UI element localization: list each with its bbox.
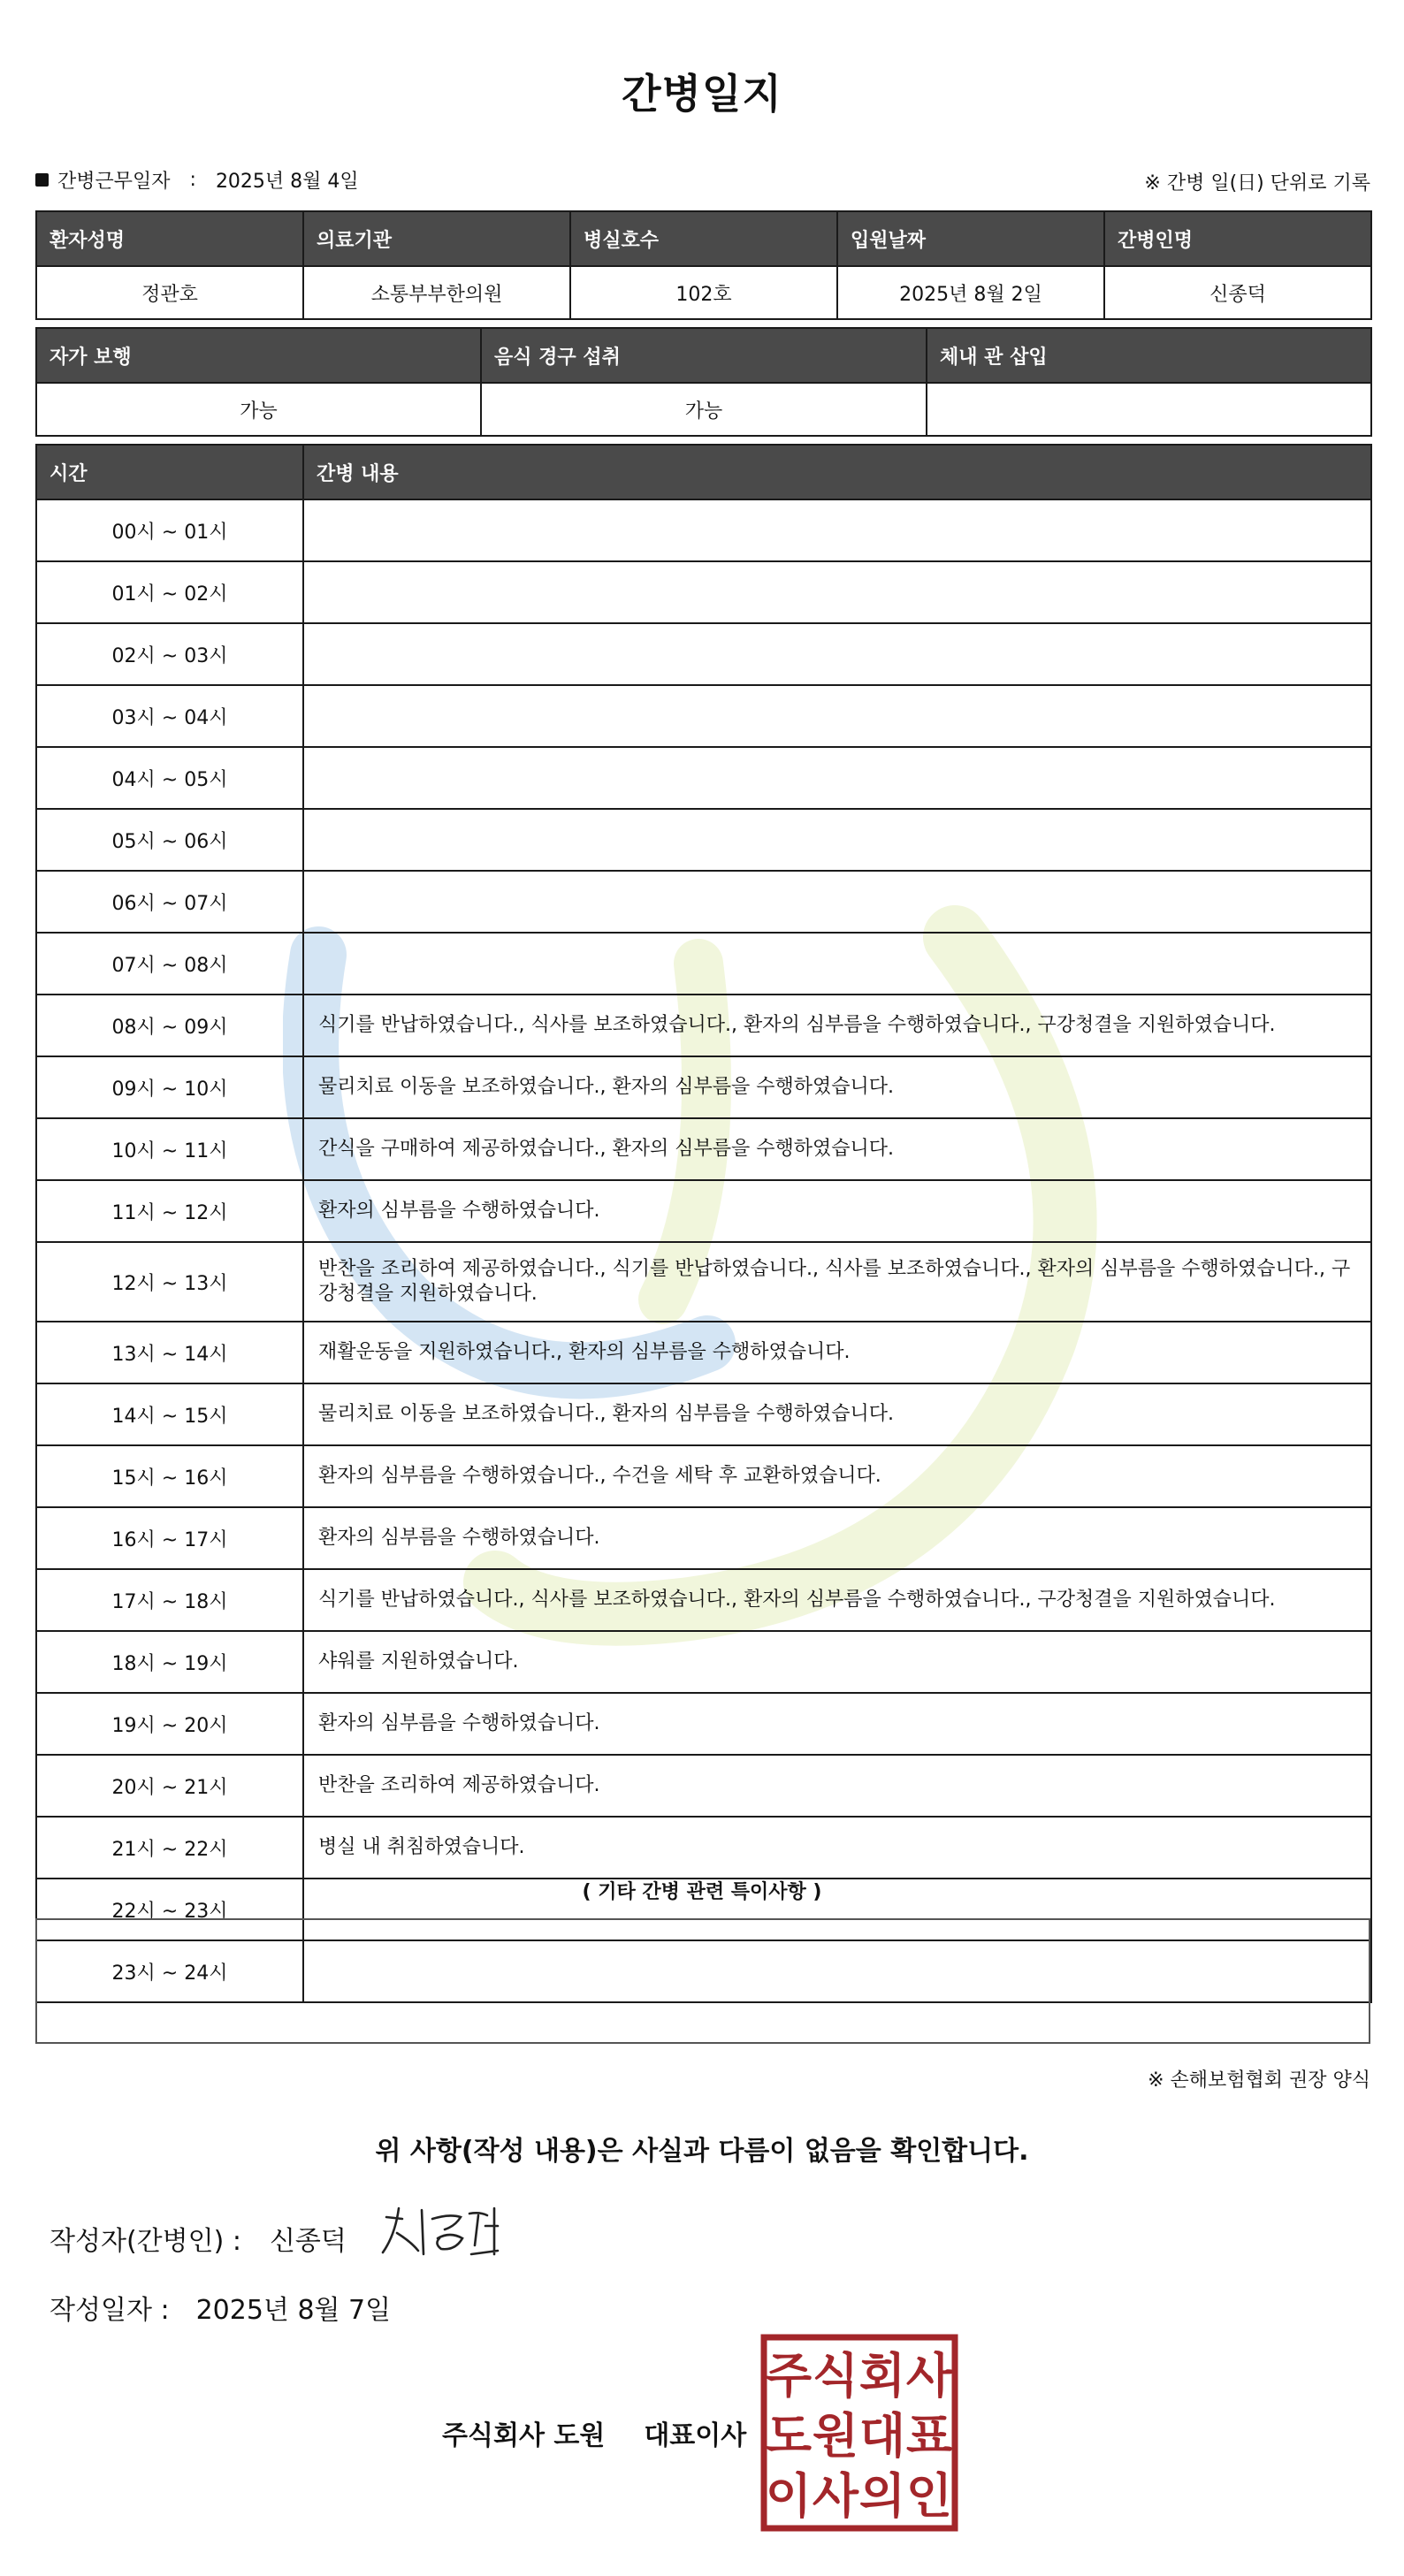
header-tube-insertion: 체내 관 삽입 — [927, 328, 1371, 383]
header-room: 병실호수 — [570, 211, 837, 266]
seal-character: 도 — [765, 2408, 813, 2464]
log-content — [303, 747, 1371, 809]
log-time: 07시 ~ 08시 — [36, 933, 303, 995]
writer-name: 신종덕 — [269, 2226, 347, 2257]
log-time: 06시 ~ 07시 — [36, 871, 303, 933]
log-time: 03시 ~ 04시 — [36, 685, 303, 747]
seal-character: 사 — [905, 2348, 953, 2404]
log-content: 반찬을 조리하여 제공하였습니다. — [303, 1755, 1371, 1817]
header-oral-intake: 음식 경구 섭취 — [481, 328, 927, 383]
header-self-walking: 자가 보행 — [36, 328, 481, 383]
hospital-name: 소통부부한의원 — [303, 266, 570, 319]
writer-label: 작성자(간병인) : — [50, 2226, 241, 2257]
log-row — [36, 499, 1371, 561]
log-content: 환자의 심부름을 수행하였습니다., 수건을 세탁 후 교환하였습니다. — [303, 1445, 1371, 1507]
handwritten-signature — [376, 2199, 508, 2270]
log-time: 04시 ~ 05시 — [36, 747, 303, 809]
room-number: 102호 — [570, 266, 837, 319]
log-content: 물리치료 이동을 보조하였습니다., 환자의 심부름을 수행하였습니다. — [303, 1383, 1371, 1445]
log-time: 14시 ~ 15시 — [36, 1383, 303, 1445]
written-date-value: 2025년 8월 7일 — [195, 2295, 392, 2326]
oral-intake-value: 가능 — [481, 383, 927, 436]
log-row — [36, 1180, 1371, 1242]
representative-title: 대표이사 — [644, 2420, 747, 2451]
patient-status-table — [35, 327, 1372, 437]
log-time: 15시 ~ 16시 — [36, 1445, 303, 1507]
log-row — [36, 809, 1371, 871]
special-notes-box — [35, 1918, 1370, 2044]
log-time: 00시 ~ 01시 — [36, 499, 303, 561]
company-line — [442, 2413, 746, 2452]
seal-character: 원 — [812, 2408, 859, 2464]
work-date-label: 간병근무일자 — [57, 171, 171, 193]
log-time: 16시 ~ 17시 — [36, 1507, 303, 1569]
log-content: 샤워를 지원하였습니다. — [303, 1631, 1371, 1693]
log-content: 간식을 구매하여 제공하였습니다., 환자의 심부름을 수행하였습니다. — [303, 1118, 1371, 1180]
seal-character: 주 — [765, 2348, 813, 2404]
tube-insertion-value — [927, 383, 1371, 436]
header-caregiver-name: 간병인명 — [1104, 211, 1371, 266]
log-row — [36, 747, 1371, 809]
log-time: 19시 ~ 20시 — [36, 1693, 303, 1755]
self-walking-value: 가능 — [36, 383, 481, 436]
log-time: 17시 ~ 18시 — [36, 1569, 303, 1631]
seal-character: 표 — [905, 2408, 953, 2464]
work-date-separator: : — [189, 169, 196, 191]
log-row — [36, 1322, 1371, 1383]
log-time: 13시 ~ 14시 — [36, 1322, 303, 1383]
log-time: 12시 ~ 13시 — [36, 1242, 303, 1322]
seal-character: 대 — [858, 2408, 906, 2464]
log-content — [303, 809, 1371, 871]
log-content: 환자의 심부름을 수행하였습니다. — [303, 1693, 1371, 1755]
log-time: 10시 ~ 11시 — [36, 1118, 303, 1180]
care-log-table — [35, 444, 1372, 2003]
admission-date: 2025년 8월 2일 — [837, 266, 1104, 319]
log-row — [36, 1118, 1371, 1180]
log-row — [36, 1631, 1371, 1693]
log-content: 물리치료 이동을 보조하였습니다., 환자의 심부름을 수행하였습니다. — [303, 1056, 1371, 1118]
seal-character: 이 — [765, 2468, 813, 2524]
log-row — [36, 1507, 1371, 1569]
log-row — [36, 623, 1371, 685]
log-row — [36, 1569, 1371, 1631]
seal-character: 식 — [812, 2348, 859, 2404]
log-row — [36, 1755, 1371, 1817]
work-date — [35, 166, 359, 194]
log-time: 23시 ~ 24시 — [36, 1940, 303, 2002]
log-time: 02시 ~ 03시 — [36, 623, 303, 685]
log-time: 22시 ~ 23시 — [36, 1879, 303, 1940]
log-content — [303, 933, 1371, 995]
log-content: 환자의 심부름을 수행하였습니다. — [303, 1507, 1371, 1569]
company-seal — [760, 2334, 958, 2532]
log-row — [36, 1445, 1371, 1507]
seal-character: 의 — [858, 2468, 906, 2524]
log-time: 05시 ~ 06시 — [36, 809, 303, 871]
log-content — [303, 499, 1371, 561]
log-time: 20시 ~ 21시 — [36, 1755, 303, 1817]
log-content — [303, 623, 1371, 685]
header-time: 시간 — [36, 445, 303, 499]
log-content: 식기를 반납하였습니다., 식사를 보조하였습니다., 환자의 심부름을 수행하였습니다., 구강청결을 지원하였습니다. — [303, 995, 1371, 1056]
log-time: 11시 ~ 12시 — [36, 1180, 303, 1242]
log-content: 반찬을 조리하여 제공하였습니다., 식기를 반납하였습니다., 식사를 보조하였습니다., 환자의 심부름을 수행하였습니다., 구강청결을 지원하였습니다. — [303, 1242, 1371, 1322]
form-source-note: ※ 손해보험협회 권장 양식 — [1148, 2069, 1370, 2092]
log-content: 식기를 반납하였습니다., 식사를 보조하였습니다., 환자의 심부름을 수행하였습니다., 구강청결을 지원하였습니다. — [303, 1569, 1371, 1631]
log-row — [36, 1817, 1371, 1879]
log-row — [36, 1383, 1371, 1445]
log-content: 환자의 심부름을 수행하였습니다. — [303, 1180, 1371, 1242]
log-row — [36, 561, 1371, 623]
special-notes-label: ( 기타 간병 관련 특이사항 ) — [582, 1881, 822, 1903]
written-date-label: 작성일자 : — [50, 2295, 170, 2326]
log-row — [36, 995, 1371, 1056]
company-name: 주식회사 도원 — [442, 2420, 606, 2451]
log-content: 병실 내 취침하였습니다. — [303, 1817, 1371, 1879]
writer-line — [50, 2219, 347, 2258]
written-date-line — [50, 2288, 391, 2327]
log-row — [36, 685, 1371, 747]
seal-character: 인 — [905, 2468, 953, 2524]
header-patient-name: 환자성명 — [36, 211, 303, 266]
confirmation-statement: 위 사항(작성 내용)은 사실과 다름이 없음을 확인합니다. — [375, 2136, 1029, 2167]
work-date-value: 2025년 8월 4일 — [215, 171, 359, 193]
log-content — [303, 685, 1371, 747]
header-care-content: 간병 내용 — [303, 445, 1371, 499]
seal-character: 사 — [812, 2468, 859, 2524]
header-admission-date: 입원날짜 — [837, 211, 1104, 266]
caregiver-name: 신종덕 — [1104, 266, 1371, 319]
patient-info-table — [35, 210, 1372, 320]
log-content — [303, 561, 1371, 623]
seal-character: 회 — [858, 2348, 906, 2404]
log-row — [36, 1056, 1371, 1118]
header-hospital: 의료기관 — [303, 211, 570, 266]
log-row — [36, 1242, 1371, 1322]
log-time: 01시 ~ 02시 — [36, 561, 303, 623]
bullet-square-icon — [35, 173, 49, 187]
log-row — [36, 933, 1371, 995]
log-time: 21시 ~ 22시 — [36, 1817, 303, 1879]
log-row — [36, 871, 1371, 933]
log-time: 09시 ~ 10시 — [36, 1056, 303, 1118]
patient-name: 정관호 — [36, 266, 303, 319]
log-row — [36, 1693, 1371, 1755]
document-title: 간병일지 — [622, 70, 782, 118]
log-content: 재활운동을 지원하였습니다., 환자의 심부름을 수행하였습니다. — [303, 1322, 1371, 1383]
log-time: 08시 ~ 09시 — [36, 995, 303, 1056]
daily-record-note: ※ 간병 일(日) 단위로 기록 — [1144, 172, 1370, 194]
log-time: 18시 ~ 19시 — [36, 1631, 303, 1693]
log-content — [303, 871, 1371, 933]
